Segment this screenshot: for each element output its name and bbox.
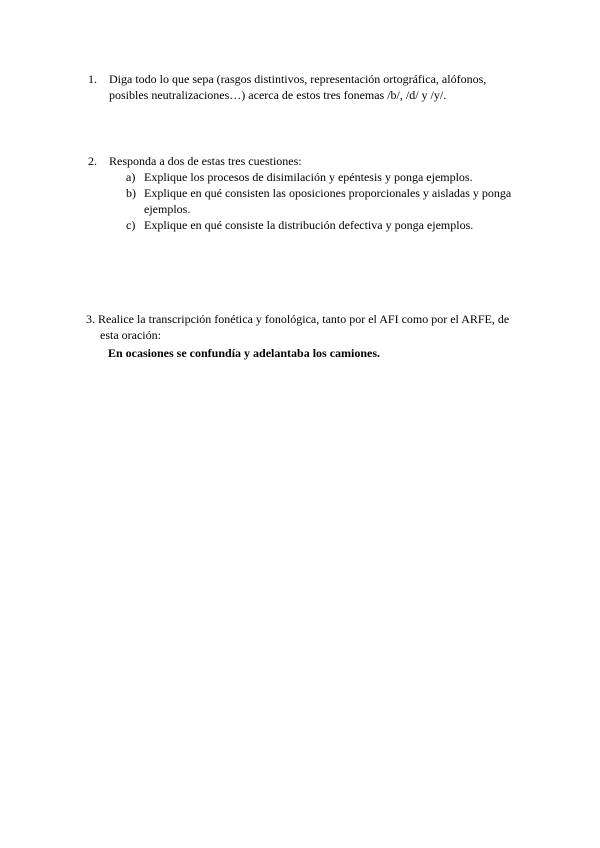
question-text: Responda a dos de estas tres cuestiones:	[109, 154, 302, 168]
sub-question-c	[126, 217, 528, 233]
question-line-1	[86, 311, 526, 327]
question-1	[88, 71, 528, 103]
sub-question-text: Explique los procesos de disimilación y epéntesis y ponga ejemplos.	[144, 170, 473, 184]
sub-question-list	[126, 169, 528, 233]
question-number: 1.	[88, 72, 97, 86]
question-line-2: esta oración:	[100, 328, 161, 342]
question-text: Realice la transcripción fonética y fonológica, tanto por el AFI como por el ARFE, de	[98, 312, 510, 326]
question-text: Diga todo lo que sepa (rasgos distintivos, representación ortográfica, alófonos, posibles neutralizaciones…) acerca de estos tres fonemas /b/, /d/ y /y/.	[109, 72, 487, 102]
question-number: 2.	[88, 154, 97, 168]
sub-question-letter: c)	[126, 218, 136, 232]
sub-question-letter: b)	[126, 186, 136, 200]
question-3	[86, 311, 526, 361]
sub-question-letter: a)	[126, 170, 136, 184]
sub-question-text: Explique en qué consisten las oposiciones proporcionales y aisladas y ponga ejemplos.	[144, 186, 512, 216]
sub-question-text: Explique en qué consiste la distribución defectiva y ponga ejemplos.	[144, 218, 474, 232]
transcription-sentence: En ocasiones se confundía y adelantaba los camiones.	[108, 346, 381, 360]
sub-question-b	[126, 185, 528, 217]
sub-question-a	[126, 169, 528, 185]
question-number: 3.	[86, 312, 95, 326]
question-2	[88, 153, 528, 233]
